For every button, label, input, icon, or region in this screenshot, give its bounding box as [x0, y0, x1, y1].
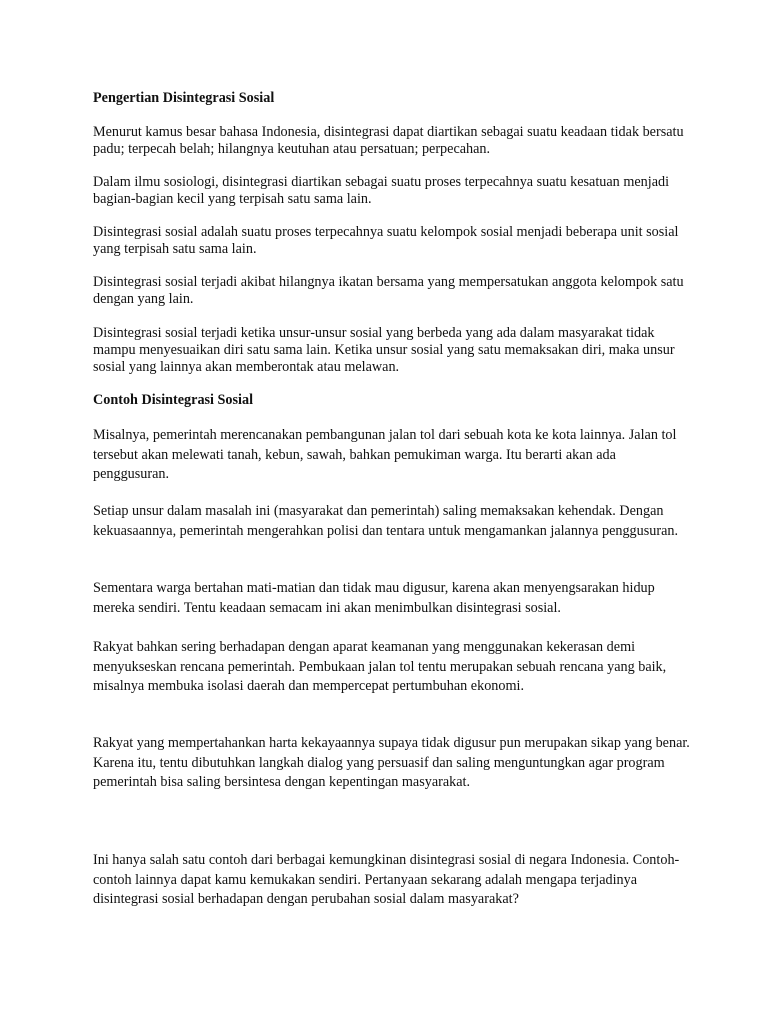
- paragraph-definition-sociology: Dalam ilmu sosiologi, disintegrasi diartikan sebagai suatu proses terpecahnya suatu kesatuan menjadi bagian-bagian kecil yang terpisah satu sama lain.: [93, 174, 670, 207]
- paragraph-example-toll-road: Misalnya, pemerintah merencanakan pembangunan jalan tol dari sebuah kota ke kota lainnya. Jalan tol tersebut akan melewati tanah, kebun, sawah, bahkan pemukiman warga. Itu berarti akan ada penggusuran.: [93, 427, 677, 482]
- paragraph-definition-kbbi: Menurut kamus besar bahasa Indonesia, disintegrasi dapat diartikan sebagai suatu keadaan tidak bersatu padu; terpecah belah; hilangnya keutuhan atau persatuan; perpecahan.: [93, 124, 684, 157]
- paragraph-example-violence: Rakyat bahkan sering berhadapan dengan aparat keamanan yang menggunakan kekerasan demi menyukseskan rencana pemerintah. Pembukaan jalan tol tentu merupakan sebuah rencana yang baik, misalnya membuka isolasi daerah dan mempercepat pertumbuhan ekonomi.: [93, 639, 667, 694]
- paragraph-example-residents: Sementara warga bertahan mati-matian dan tidak mau digusur, karena akan menyengsarakan hidup mereka sendiri. Tentu keadaan semacam ini akan menimbulkan disintegrasi sosial.: [93, 580, 655, 616]
- paragraph-cause-bond: Disintegrasi sosial terjadi akibat hilangnya ikatan bersama yang mempersatukan anggota kelompok satu dengan yang lain.: [93, 274, 684, 307]
- paragraph-cause-elements: Disintegrasi sosial terjadi ketika unsur-unsur sosial yang berbeda yang ada dalam masyarakat tidak mampu menyesuaikan diri satu sama lain. Ketika unsur sosial yang satu memaksakan diri, maka unsur sosial yang lainnya akan memberontak atau melawan.: [93, 325, 675, 375]
- paragraph-closing-question: Ini hanya salah satu contoh dari berbagai kemungkinan disintegrasi sosial di negara Indonesia. Contoh-contoh lainnya dapat kamu kemukakan sendiri. Pertanyaan sekarang adalah mengapa terjadinya disintegrasi sosial berhadapan dengan perubahan sosial dalam masyarakat?: [93, 852, 680, 907]
- section-heading-contoh: Contoh Disintegrasi Sosial: [93, 392, 254, 408]
- paragraph-definition-social: Disintegrasi sosial adalah suatu proses terpecahnya suatu kelompok sosial menjadi beberapa unit sosial yang terpisah satu sama lain.: [93, 224, 679, 257]
- paragraph-example-dialog: Rakyat yang mempertahankan harta kekayaannya supaya tidak digusur pun merupakan sikap yang benar. Karena itu, tentu dibutuhkan langkah dialog yang persuasif dan saling menguntungkan agar program pemerintah bisa saling bersintesa dengan kepentingan masyarakat.: [93, 735, 690, 790]
- section-heading-pengertian: Pengertian Disintegrasi Sosial: [93, 90, 275, 106]
- paragraph-example-force: Setiap unsur dalam masalah ini (masyarakat dan pemerintah) saling memaksakan kehendak. Dengan kekuasaannya, pemerintah mengerahkan polisi dan tentara untuk mengamankan jalannya penggusuran.: [93, 503, 679, 539]
